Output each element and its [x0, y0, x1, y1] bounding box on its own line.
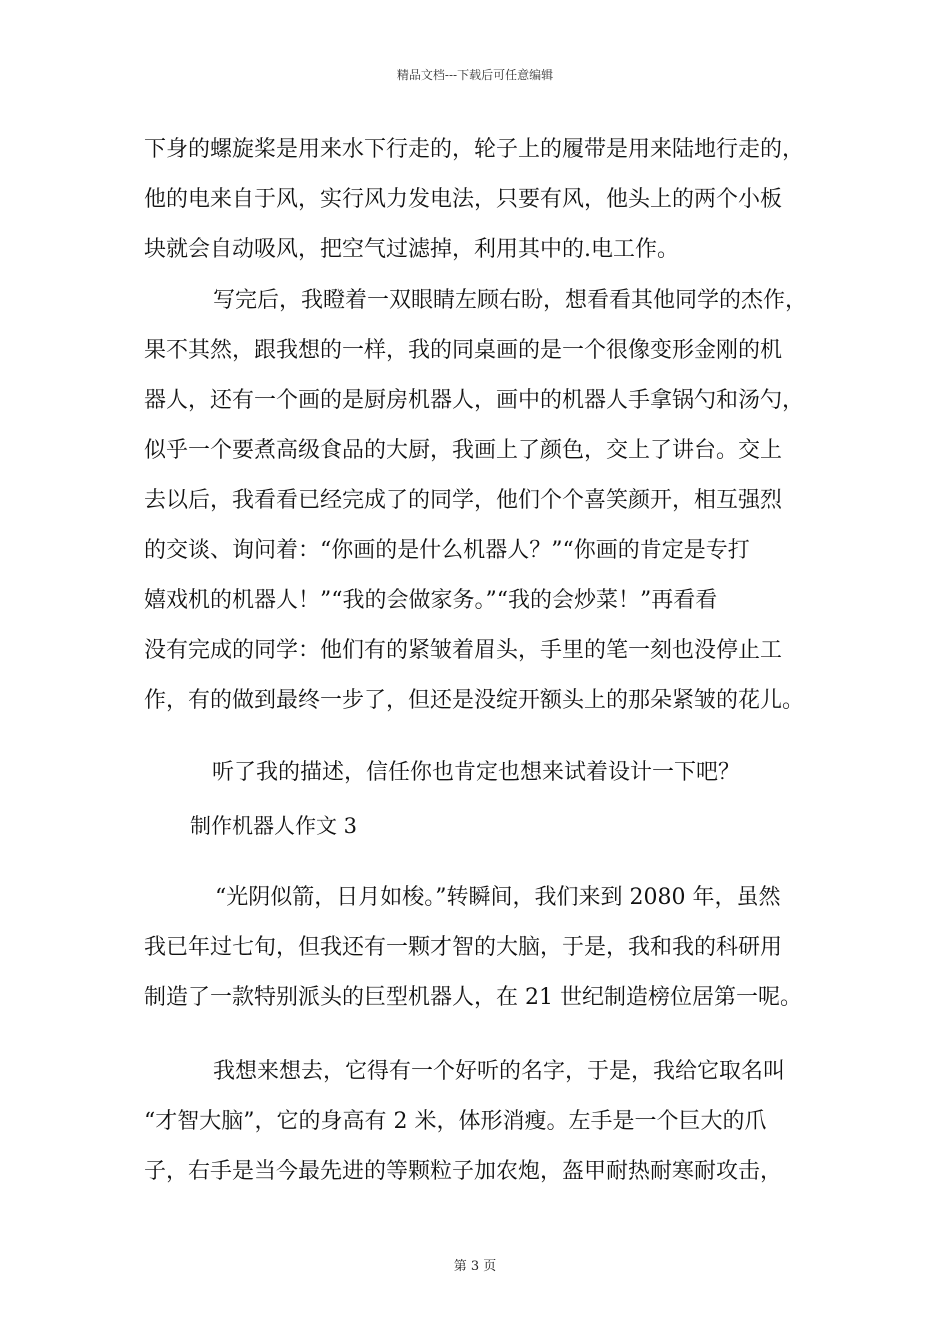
page-header: 精品文档---下载后可任意编辑 — [396, 68, 554, 82]
text-line: “光阴似箭，日月如梭。”转瞬间，我们来到 2080 年，虽然 — [215, 885, 781, 910]
text-line: 他的电来自于风，实行风力发电法，只要有风，他头上的两个小板 — [144, 187, 783, 212]
text-line: 下身的螺旋桨是用来水下行走的，轮子上的履带是用来陆地行走的， — [144, 137, 805, 162]
text-line: 作，有的做到最终一步了，但还是没绽开额头上的那朵紧皱的花儿。 — [144, 688, 805, 713]
text-line: 写完后，我瞪着一双眼睛左顾右盼，想看看其他同学的杰作， — [213, 288, 808, 313]
text-line: 器人，还有一个画的是厨房机器人，画中的机器人手拿锅勺和汤勺， — [144, 388, 805, 413]
text-line: 的交谈、询问着：“你画的是什么机器人？”“你画的肯定是专打 — [144, 538, 750, 563]
text-line: 没有完成的同学：他们有的紧皱着眉头，手里的笔一刻也没停止工 — [144, 638, 783, 663]
text-line: 制造了一款特别派头的巨型机器人，在 21 世纪制造榜位居第一呢。 — [144, 985, 802, 1010]
text-line: 我已年过七旬，但我还有一颗才智的大脑，于是，我和我的科研用 — [144, 935, 783, 960]
text-line: 似乎一个要煮高级食品的大厨，我画上了颜色，交上了讲台。交上 — [144, 438, 783, 463]
section-heading: 制作机器人作文 3 — [190, 814, 358, 838]
text-line: 嬉戏机的机器人！”“我的会做家务。”“我的会炒菜！”再看看 — [144, 588, 718, 613]
text-line: 去以后，我看看已经完成了的同学，他们个个喜笑颜开，相互强烈 — [144, 488, 783, 513]
text-line: “才智大脑”，它的身高有 2 米，体形消瘦。左手是一个巨大的爪 — [144, 1109, 767, 1134]
page-number: 第 3 页 — [453, 1259, 497, 1274]
text-line: 听了我的描述，信任你也肯定也想来试着设计一下吧？ — [212, 760, 741, 785]
text-line: 子，右手是当今最先进的等颗粒子加农炮，盔甲耐热耐寒耐攻击， — [144, 1159, 783, 1184]
text-line: 我想来想去，它得有一个好听的名字，于是，我给它取名叫 — [213, 1059, 786, 1084]
text-line: 块就会自动吸风，把空气过滤掉，利用其中的.电工作。 — [144, 237, 679, 262]
text-line: 果不其然，跟我想的一样，我的同桌画的是一个很像变形金刚的机 — [144, 338, 783, 363]
